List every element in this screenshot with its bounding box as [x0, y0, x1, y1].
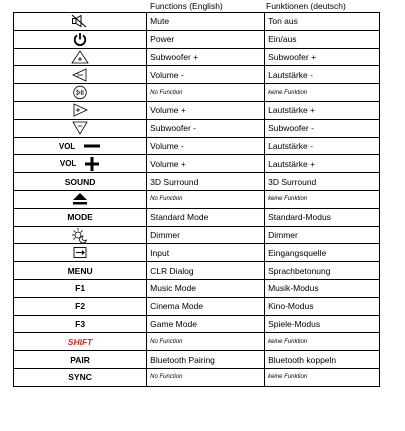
- table-row: [14, 368, 380, 386]
- function-german: Lautstärke -: [265, 66, 380, 84]
- function-english: Subwoofer -: [147, 119, 265, 137]
- function-german: Sprachbetonung: [265, 262, 380, 280]
- triangle-left-minus-icon: [71, 68, 89, 82]
- table-row: [14, 137, 380, 155]
- function-english: No Function: [147, 84, 265, 102]
- key-label: F1: [75, 283, 86, 294]
- table-row: [14, 101, 380, 119]
- function-english: Dimmer: [147, 226, 265, 244]
- table-row: [14, 66, 380, 84]
- function-english: Cinema Mode: [147, 297, 265, 315]
- key-cell: [14, 368, 147, 386]
- key-label: F3: [75, 318, 86, 329]
- key-label: SYNC: [68, 372, 92, 383]
- function-english: Power: [147, 30, 265, 48]
- key-cell: [14, 48, 147, 66]
- key-label: PAIR: [70, 354, 90, 365]
- eject-icon: [72, 192, 88, 206]
- function-english: Standard Mode: [147, 208, 265, 226]
- function-german: keine Funktion: [265, 190, 380, 208]
- input-icon: [72, 246, 88, 259]
- key-cell: [14, 244, 147, 262]
- header-functions-english: Functions (English): [150, 1, 223, 11]
- function-german: Lautstärke -: [265, 137, 380, 155]
- table-row: [14, 48, 380, 66]
- table-row: [14, 30, 380, 48]
- key-cell: [14, 279, 147, 297]
- table-row: [14, 84, 380, 102]
- key-cell: [14, 30, 147, 48]
- vol-plus-icon: [84, 156, 100, 172]
- table-row: [14, 297, 380, 315]
- table-row: [14, 119, 380, 137]
- function-german: Standard-Modus: [265, 208, 380, 226]
- function-german: Ton aus: [265, 13, 380, 31]
- table-row: [14, 190, 380, 208]
- function-english: No Function: [147, 190, 265, 208]
- key-cell: [14, 137, 147, 155]
- function-german: Dimmer: [265, 226, 380, 244]
- key-cell: [14, 297, 147, 315]
- function-english: No Function: [147, 333, 265, 351]
- triangle-right-plus-icon: [71, 103, 89, 117]
- function-german: keine Funktion: [265, 368, 380, 386]
- key-label: MODE: [67, 212, 93, 223]
- function-english: Volume +: [147, 155, 265, 173]
- function-german: keine Funktion: [265, 333, 380, 351]
- function-english: CLR Dialog: [147, 262, 265, 280]
- power-icon: [72, 32, 88, 47]
- function-german: Bluetooth koppeln: [265, 351, 380, 369]
- key-cell: [14, 13, 147, 31]
- triangle-up-plus-icon: [70, 50, 90, 64]
- function-english: Volume -: [147, 66, 265, 84]
- vol-plus-key: [60, 156, 100, 172]
- header-functions-german: Funktionen (deutsch): [266, 1, 346, 11]
- key-cell: [14, 66, 147, 84]
- table-row: [14, 155, 380, 173]
- function-german: keine Funktion: [265, 84, 380, 102]
- function-english: Music Mode: [147, 279, 265, 297]
- key-cell: [14, 155, 147, 173]
- key-cell: [14, 315, 147, 333]
- key-cell: [14, 101, 147, 119]
- table-row: [14, 262, 380, 280]
- key-cell: [14, 226, 147, 244]
- function-english: Mute: [147, 13, 265, 31]
- table-row: [14, 315, 380, 333]
- function-german: Subwoofer +: [265, 48, 380, 66]
- dimmer-icon: [71, 227, 89, 243]
- table-row: [14, 173, 380, 191]
- triangle-down-minus-icon: [71, 121, 89, 135]
- play-pause-icon: [72, 85, 88, 100]
- key-label: MENU: [67, 265, 93, 276]
- function-german: Lautstärke +: [265, 155, 380, 173]
- key-cell: [14, 262, 147, 280]
- function-german: Kino-Modus: [265, 297, 380, 315]
- function-english: Subwoofer +: [147, 48, 265, 66]
- vol-label: VOL: [59, 159, 77, 169]
- key-label: SOUND: [64, 176, 96, 187]
- function-english: Bluetooth Pairing: [147, 351, 265, 369]
- function-english: Volume +: [147, 101, 265, 119]
- key-cell: [14, 119, 147, 137]
- table-row: [14, 279, 380, 297]
- function-german: Eingangsquelle: [265, 244, 380, 262]
- function-german: 3D Surround: [265, 173, 380, 191]
- key-label: F2: [75, 301, 86, 312]
- key-cell: [14, 351, 147, 369]
- table-row: [14, 351, 380, 369]
- key-cell: [14, 84, 147, 102]
- key-cell: [14, 173, 147, 191]
- function-german: Musik-Modus: [265, 279, 380, 297]
- mute-icon: [71, 14, 89, 28]
- function-german: Ein/aus: [265, 30, 380, 48]
- key-cell: [14, 208, 147, 226]
- key-cell: [14, 190, 147, 208]
- shift-label: SHIFT: [67, 336, 93, 347]
- table-row: [14, 226, 380, 244]
- function-german: Spiele-Modus: [265, 315, 380, 333]
- table-row: [14, 13, 380, 31]
- function-english: Volume -: [147, 137, 265, 155]
- function-english: No Function: [147, 368, 265, 386]
- key-cell: [14, 333, 147, 351]
- table-row: [14, 208, 380, 226]
- vol-label: VOL: [58, 141, 76, 151]
- function-german: Subwoofer -: [265, 119, 380, 137]
- vol-minus-key: [59, 141, 101, 151]
- function-english: 3D Surround: [147, 173, 265, 191]
- function-english: Input: [147, 244, 265, 262]
- function-german: Lautstärke +: [265, 101, 380, 119]
- function-english: Game Mode: [147, 315, 265, 333]
- function-table: [13, 12, 380, 387]
- table-row: [14, 244, 380, 262]
- vol-minus-icon: [83, 141, 101, 151]
- table-row: [14, 333, 380, 351]
